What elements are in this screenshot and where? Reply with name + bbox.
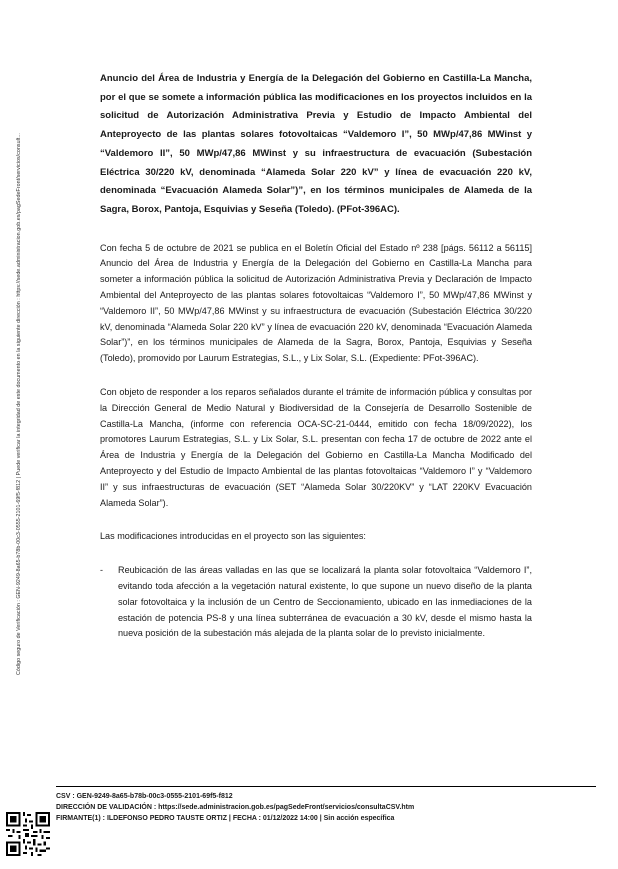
paragraph-modified-project: Con objeto de responder a los reparos señalados durante el trámite de información pública y consultas por la Dirección General de Medio Natural y Biodiversidad de la Consejería de Desarrollo Sostenible de Castilla-La Mancha, (informe con referencia OCA-SC-21-0444, emitido con fecha 18/09/2022), los promotores Laurum Estrategias, S.L. y Lix Solar, S.L. presentan con fecha 17 de octubre de 2022 ante el Área de Industria y Energía de la Delegación del Gobierno en Castilla-La Mancha Modificado del Anteproyecto y del Estudio de Impacto Ambiental de las plantas fotovoltaicas “Valdemoro I” y “Valdemoro II” y sus infraestructuras de evacuación (SET “Alameda Solar 30/220KV” y “LAT 220KV Evacuación Alameda Solar”). — [100, 387, 532, 508]
signature-footer — [56, 786, 596, 824]
list-item — [100, 563, 532, 642]
list-bullet: - — [100, 565, 103, 576]
qr-code-icon — [6, 812, 50, 856]
side-validation-text: Código seguro de Verificación : GEN-9249-8a65-b78b-00c3-0555-2101-69f5-f812 | Puede verificar la integridad de este documento en la siguiente dirección : https://sede.administracion.gob.es/pagSedeFront/servicios/consult... — [16, 133, 22, 675]
list-item-text: Reubicación de las áreas valladas en las que se localizará la planta solar fotovoltaica “Valdemoro I”, evitando toda afección a la vegetación natural existente, lo que supone un nuevo diseño de la planta solar fotovoltaica y la inclusión de un Centro de Seccionamiento, ubicado en las inmediaciones de la estación de potencia PS-8 y una línea subterránea de evacuación a 30 kV, desde el mismo hasta la nueva posición de la subestación más alejada de la planta solar de lo previsto inicialmente. — [118, 565, 532, 639]
paragraph-boe-publication: Con fecha 5 de octubre de 2021 se publica en el Boletín Oficial del Estado nº 238 [págs. 56112 a 56115] Anuncio del Área de Industria y Energía de la Delegación del Gobierno en Castilla-La Mancha para someter a información pública la solicitud de Autorización Administrativa Previa y Declaración de Impacto Ambiental del Anteproyecto de las plantas solares fotovoltaicas “Valdemoro I”, 50 MWp/47,86 MWinst y “Valdemoro II”, 50 MWp/47,86 MWinst y su infraestructura de evacuación (Subestación Eléctrica 30/220 kV, denominada “Alameda Solar 220 kV” y línea de evacuación 220 kV, denominada “Evacuación Alameda Solar”)”, en los términos municipales de Alameda de la Sagra, Borox, Pantoja, Esquivias y Seseña (Toledo), promovido por Laurum Estrategias, S.L., y Lix Solar, S.L. (Expediente: PFot-396AC). — [100, 242, 532, 364]
paragraph-modifications-intro: Las modificaciones introducidas en el proyecto son las siguientes: — [100, 531, 366, 542]
signer-info: FIRMANTE(1) : ILDEFONSO PEDRO TAUSTE ORTIZ | FECHA : 01/12/2022 14:00 | Sin acción específica — [56, 814, 395, 822]
announcement-title: Anuncio del Área de Industria y Energía de la Delegación del Gobierno en Castilla-La Mancha, por el que se somete a información pública las modificaciones en los proyectos incluidos en la solicitud de Autorización Administrativa Previa y Estudio de Impacto Ambiental del Anteproyecto de las plantas solares fotovoltaicas “Valdemoro I”, 50 MWp/47,86 MWinst y “Valdemoro II”, 50 MWp/47,86 MWinst y su infraestructura de evacuación (Subestación Eléctrica 30/220 kV, denominada “Alameda Solar 220 kV” y línea de evacuación 220 kV, denominada “Evacuación Alameda Solar”)”, en los términos municipales de Alameda de la Sagra, Borox, Pantoja, Esquivias y Seseña (Toledo). (PFot-396AC). — [100, 73, 532, 215]
csv-code: CSV : GEN-9249-8a65-b78b-00c3-0555-2101-69f5-f812 — [56, 793, 233, 800]
modifications-list — [100, 563, 532, 642]
validation-url: DIRECCIÓN DE VALIDACIÓN : https://sede.administracion.gob.es/pagSedeFront/servicios/consultaCSV.htm — [56, 803, 415, 811]
side-validation-note — [16, 75, 28, 675]
document-body — [100, 70, 532, 642]
